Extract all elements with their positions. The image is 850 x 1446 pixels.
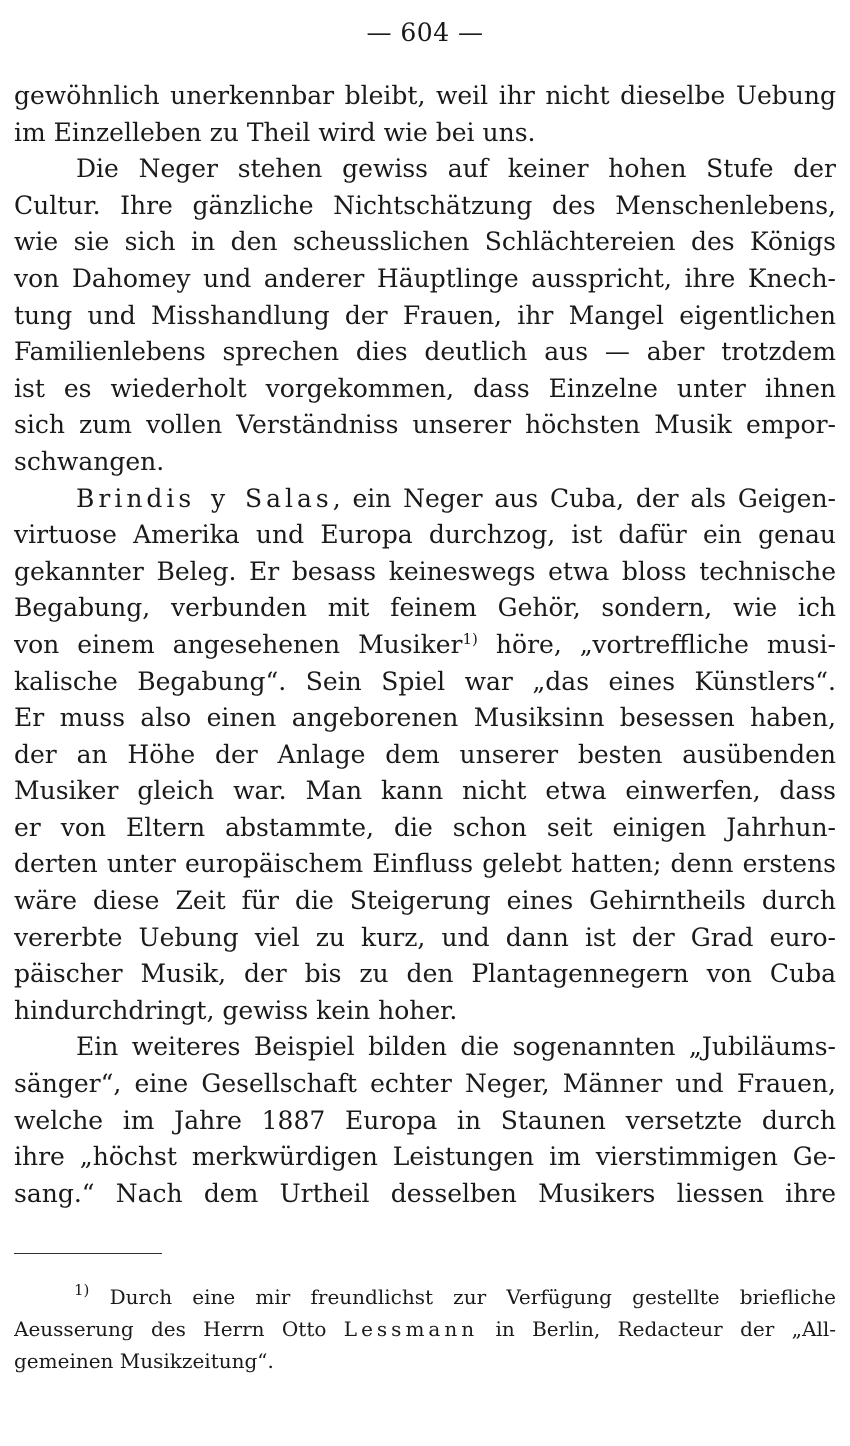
text-line: Ein weiteres Beispiel bilden die sogenannten „Jubiläums- xyxy=(76,1032,836,1062)
text-line: kalische Begabung“. Sein Spiel war „das eines Künstlers“. xyxy=(14,666,836,696)
text-line: virtuose Amerika und Europa durchzog, ist dafür ein genau xyxy=(14,520,836,550)
person-name: Lessmann xyxy=(343,1317,479,1341)
text-line: er von Eltern abstammte, die schon seit einigen Jahrhun- xyxy=(14,812,836,842)
text-line: sich zum vollen Verständniss unserer höchsten Musik empor- xyxy=(14,410,836,440)
text-line: ist es wiederholt vorgekommen, dass Einzelne unter ihnen xyxy=(14,373,836,403)
text-fragment: , ein Neger aus Cuba, der als Geigen- xyxy=(332,483,836,513)
text-line: tung und Misshandlung der Frauen, ihr Mangel eigentlichen xyxy=(14,300,836,330)
text-line: schwangen. xyxy=(14,446,165,476)
text-line: päischer Musik, der bis zu den Plantagennegern von Cuba xyxy=(14,959,836,989)
text-fragment: Durch eine mir freundlichst zur Verfügung gestellte briefliche xyxy=(89,1285,836,1309)
footnote-divider xyxy=(14,1253,162,1254)
text-line: Begabung, verbunden mit feinem Gehör, sondern, wie ich xyxy=(14,593,836,623)
page-number: — 604 — xyxy=(366,18,484,47)
footnote-line: gemeinen Musikzeitung“. xyxy=(14,1349,274,1373)
footnote xyxy=(14,1281,836,1377)
text-line: Familienlebens sprechen dies deutlich aus — aber trotzdem xyxy=(14,337,836,367)
text-line: ihre „höchst merkwürdigen Leistungen im vierstimmigen Ge- xyxy=(14,1142,836,1172)
text-line: hindurchdringt, gewiss kein hoher. xyxy=(14,995,458,1025)
text-fragment: Aeusserung des Herrn Otto xyxy=(14,1317,344,1341)
footnote-reference: 1) xyxy=(462,629,478,648)
text-line: sänger“, eine Gesellschaft echter Neger, Männer und Frauen, xyxy=(14,1069,836,1099)
text-line: derten unter europäischem Einfluss gelebt hatten; denn erstens xyxy=(14,849,836,879)
text-line: Cultur. Ihre gänzliche Nichtschätzung des Menschenlebens, xyxy=(14,190,836,220)
text-line: vererbte Uebung viel zu kurz, und dann ist der Grad euro- xyxy=(14,922,836,952)
person-name: Brindis y Salas xyxy=(76,483,333,513)
footnote-line xyxy=(14,1313,836,1345)
book-page xyxy=(14,0,836,1446)
text-line xyxy=(14,481,836,518)
text-line: sang.“ Nach dem Urtheil desselben Musikers liessen ihre xyxy=(14,1178,836,1208)
text-line: wie sie sich in den scheusslichen Schlächtereien des Königs xyxy=(14,227,836,257)
text-line: wäre diese Zeit für die Steigerung eines Gehirntheils durch xyxy=(14,886,836,916)
text-line: welche im Jahre 1887 Europa in Staunen versetzte durch xyxy=(14,1105,836,1135)
text-line xyxy=(14,627,836,664)
text-line: der an Höhe der Anlage dem unserer besten ausübenden xyxy=(14,739,836,769)
main-text xyxy=(14,78,836,1212)
text-line: im Einzelleben zu Theil wird wie bei uns. xyxy=(14,117,536,147)
text-line: Musiker gleich war. Man kann nicht etwa einwerfen, dass xyxy=(14,776,836,806)
footnote-line xyxy=(14,1281,836,1313)
text-fragment: in Berlin, Redacteur der „All- xyxy=(478,1317,836,1341)
text-line: von Dahomey und anderer Häuptlinge ausspricht, ihre Knech- xyxy=(14,263,836,293)
text-line: Er muss also einen angeborenen Musiksinn besessen haben, xyxy=(14,703,836,733)
text-fragment: von einem angesehenen Musiker xyxy=(14,629,463,659)
text-line: gewöhnlich unerkennbar bleibt, weil ihr nicht dieselbe Uebung xyxy=(14,81,836,110)
text-fragment: höre, „vortreffliche musi- xyxy=(477,629,836,659)
footnote-marker: 1) xyxy=(74,1281,90,1299)
text-line: Die Neger stehen gewiss auf keiner hohen Stufe der xyxy=(76,154,836,184)
text-line: gekannter Beleg. Er besass keineswegs etwa bloss technische xyxy=(14,556,836,586)
